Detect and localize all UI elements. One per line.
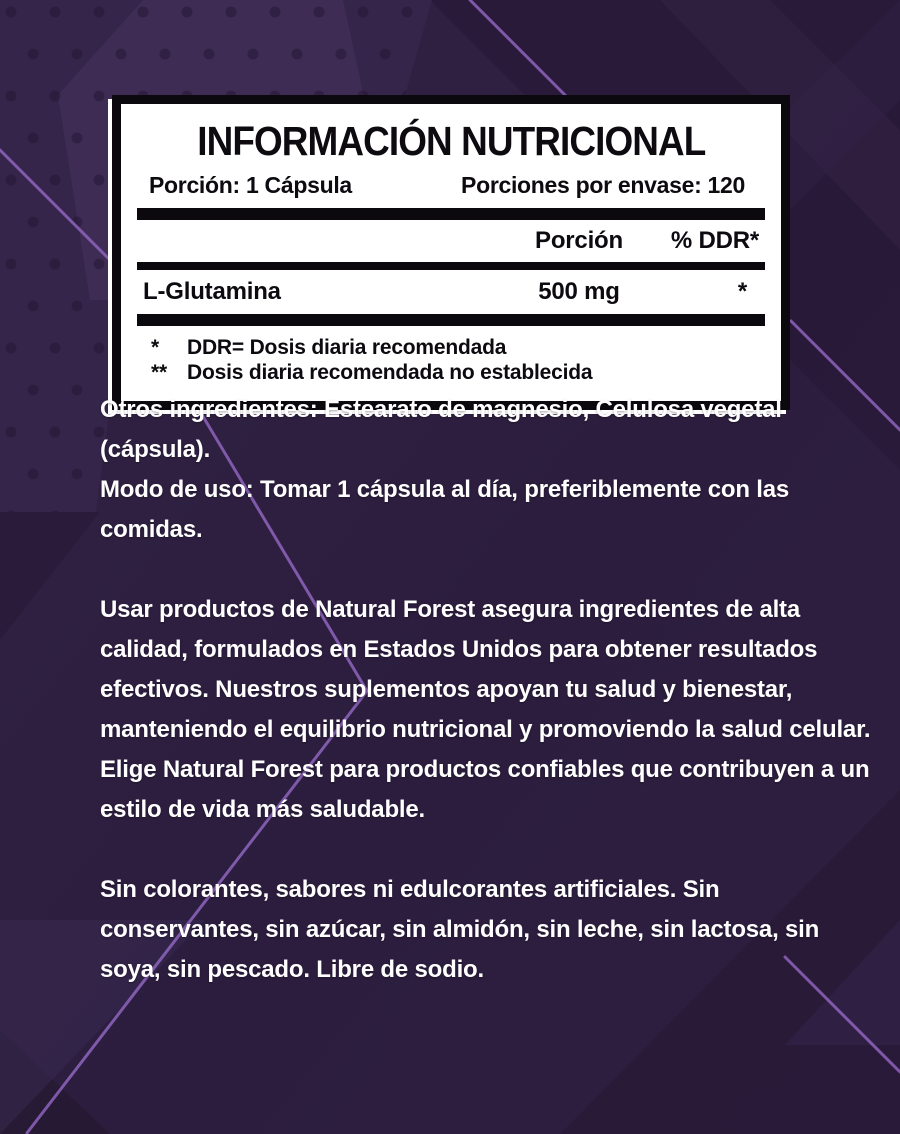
paragraph-other-ingredients: Otros ingredientes: Estearato de magnesio, Celulosa vegetal (cápsula). xyxy=(100,396,782,463)
serving-size: Porción: 1 Cápsula xyxy=(149,172,352,199)
paragraph-free-from: Sin colorantes, sabores ni edulcorantes artificiales. Sin conservantes, sin azúcar, sin almidón, sin leche, sin lactosa, sin soya, sin pescado. Libre de sodio. xyxy=(100,876,820,983)
footnote-row xyxy=(151,360,759,385)
body-copy xyxy=(100,390,872,990)
paragraph-directions: Modo de uso: Tomar 1 cápsula al día, preferiblemente con las comidas. xyxy=(100,476,790,543)
panel-title-text: INFORMACIÓN NUTRICIONAL xyxy=(196,118,706,164)
nutrient-name: L-Glutamina xyxy=(143,278,281,306)
footnote-row xyxy=(151,335,759,360)
footnotes xyxy=(121,326,781,385)
footnote-marker: * xyxy=(151,336,159,360)
servings-per-container: Porciones por envase: 120 xyxy=(461,172,745,199)
footnote-marker: ** xyxy=(151,361,167,385)
table-header-row xyxy=(121,220,781,262)
footnote-text: DDR= Dosis diaria recomendada xyxy=(187,336,507,360)
panel-title xyxy=(121,118,781,165)
nutrient-amount: 500 mg xyxy=(538,278,620,306)
paragraph-brand-claims: Usar productos de Natural Forest asegura ingredientes de alta calidad, formulados en Estados Unidos para obtener resultados efectivos. Nuestros suplementos apoyan tu salud y bienestar, manteniendo el equilibrio nutricional y promoviendo la salud celular. Elige Natural Forest para productos confiables que contribuyen a un estilo de vida más saludable. xyxy=(100,596,871,823)
nutrient-dv: * xyxy=(737,278,747,306)
nutrition-facts-panel xyxy=(112,95,790,410)
column-header-dv: % DDR* xyxy=(670,227,759,255)
divider-thick-bottom xyxy=(137,314,765,326)
column-header-amount: Porción xyxy=(535,227,623,255)
divider-thin xyxy=(137,262,765,270)
nutrient-row xyxy=(121,270,781,314)
divider-thick-top xyxy=(137,208,765,220)
serving-info-row xyxy=(121,167,781,208)
footnote-text: Dosis diaria recomendada no establecida xyxy=(187,361,593,385)
